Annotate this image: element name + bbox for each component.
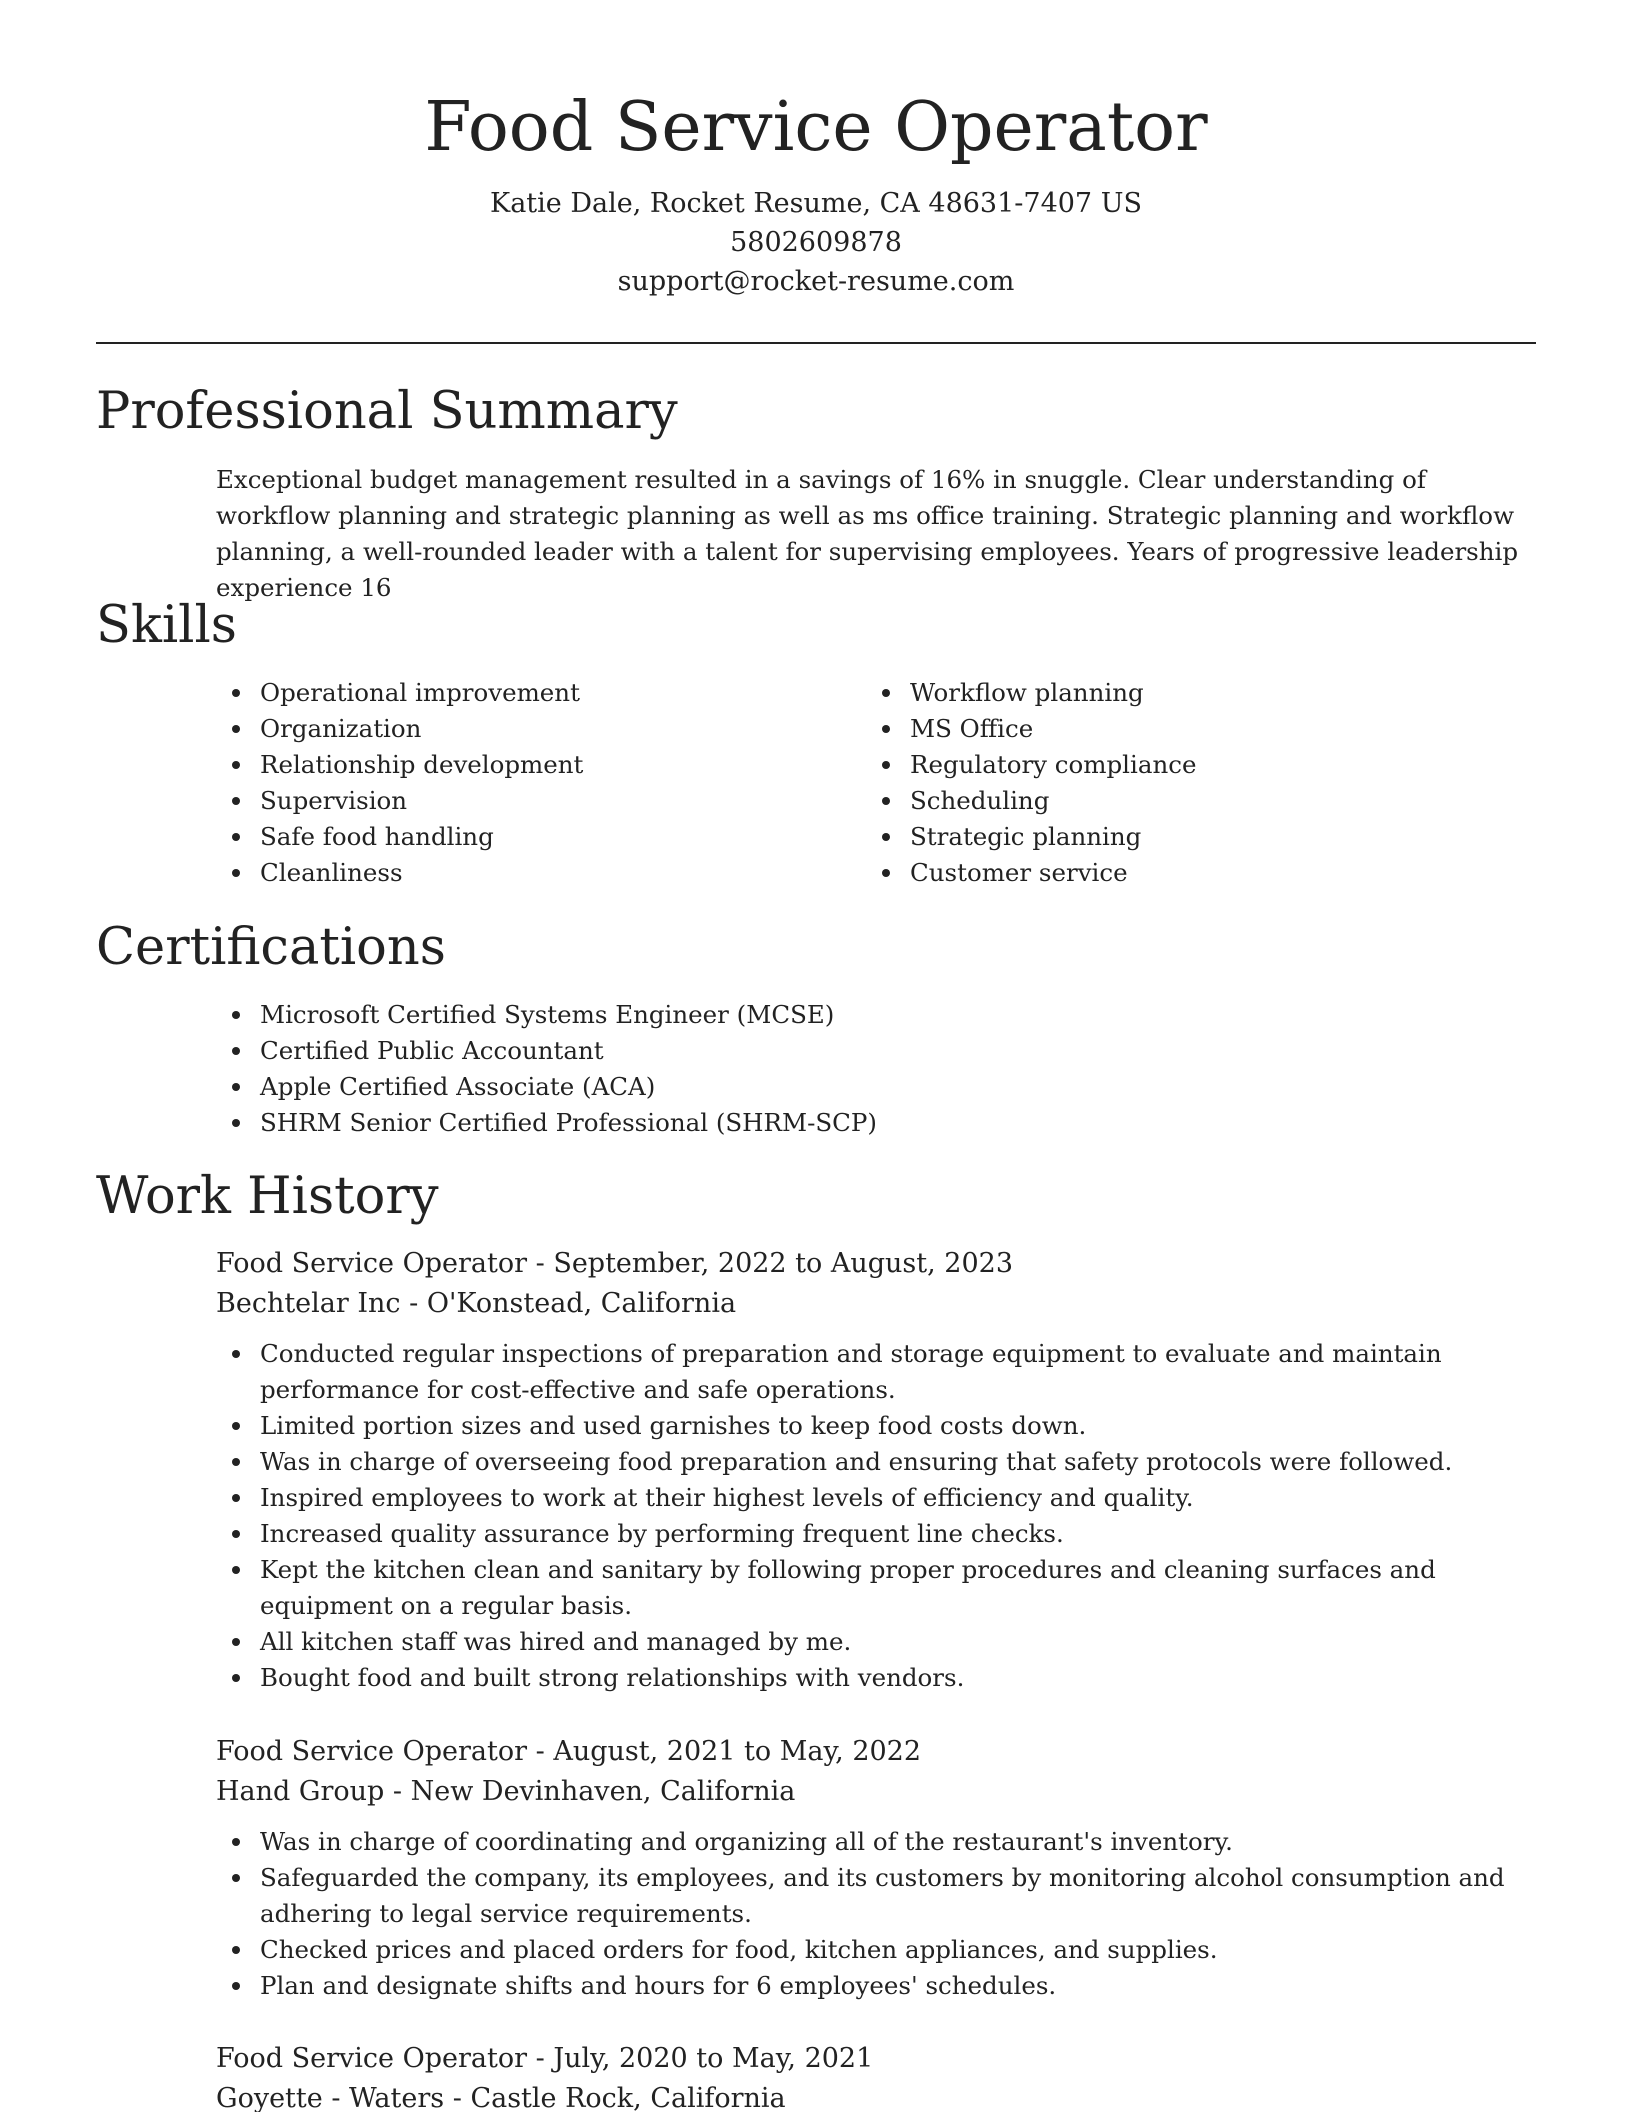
- skill-item: Scheduling: [866, 783, 1466, 819]
- page-title: Food Service Operator: [424, 88, 1208, 167]
- skills-heading: Skills: [96, 596, 237, 655]
- job-separator: -: [452, 2083, 471, 2112]
- job-location: Castle Rock, California: [470, 2083, 786, 2112]
- skill-item: Workflow planning: [866, 675, 1466, 711]
- skill-item: Safe food handling: [216, 819, 816, 855]
- job-title: Food Service Operator: [216, 2043, 528, 2074]
- job-dates: July, 2020 to May, 2021: [553, 2043, 874, 2074]
- job-title: Food Service Operator: [216, 1736, 528, 1767]
- job-location: New Devinhaven, California: [410, 1776, 796, 1807]
- job-separator: -: [392, 1776, 411, 1807]
- job-dates: August, 2021 to May, 2022: [553, 1736, 922, 1767]
- job-entry: [216, 1732, 1536, 2004]
- skills-list-right: [866, 675, 1466, 891]
- job-title-line: [216, 2039, 1536, 2079]
- job-duty: Conducted regular inspections of preparation and storage equipment to evaluate and maintain performance for cost-effective and safe operations.: [216, 1336, 1536, 1408]
- header-divider: [96, 342, 1536, 344]
- job-duty: Kept the kitchen clean and sanitary by following proper procedures and cleaning surfaces and equipment on a regular basis.: [216, 1552, 1536, 1624]
- job-duty: Was in charge of overseeing food preparation and ensuring that safety protocols were followed.: [216, 1444, 1536, 1480]
- skill-item: Regulatory compliance: [866, 747, 1466, 783]
- summary-heading: Professional Summary: [96, 382, 678, 441]
- certification-item: SHRM Senior Certified Professional (SHRM-SCP): [216, 1105, 1416, 1141]
- job-duty: Safeguarded the company, its employees, and its customers by monitoring alcohol consumption and adhering to legal service requirements.: [216, 1860, 1536, 1932]
- job-entry: [216, 1244, 1536, 1696]
- contact-address: Katie Dale, Rocket Resume, CA 48631-7407 US: [490, 188, 1142, 219]
- job-separator: -: [409, 1288, 427, 1319]
- job-company-line: [216, 1772, 1536, 1812]
- skill-item: Cleanliness: [216, 855, 816, 891]
- skill-item: MS Office: [866, 711, 1466, 747]
- job-duty: All kitchen staff was hired and managed by me.: [216, 1624, 1536, 1660]
- certification-item: Certified Public Accountant: [216, 1033, 1416, 1069]
- job-company: Bechtelar Inc: [216, 1288, 401, 1319]
- job-duty: Limited portion sizes and used garnishes to keep food costs down.: [216, 1408, 1536, 1444]
- job-company-line: [216, 2079, 1536, 2112]
- skills-list-left: [216, 675, 816, 891]
- job-duties-list: [216, 1336, 1536, 1696]
- resume-header: [96, 84, 1536, 301]
- job-entry: [216, 2039, 1536, 2112]
- job-dates: September, 2022 to August, 2023: [553, 1248, 1014, 1279]
- job-duty: Bought food and built strong relationships with vendors.: [216, 1660, 1536, 1696]
- skill-item: Strategic planning: [866, 819, 1466, 855]
- job-title-line: [216, 1244, 1536, 1284]
- job-company: Hand Group: [216, 1776, 385, 1807]
- job-company-line: [216, 1284, 1536, 1324]
- contact-email: support@rocket-resume.com: [617, 266, 1015, 297]
- job-duty: Checked prices and placed orders for food, kitchen appliances, and supplies.: [216, 1932, 1536, 1968]
- certification-item: Microsoft Certified Systems Engineer (MCSE): [216, 997, 1416, 1033]
- skill-item: Supervision: [216, 783, 816, 819]
- job-title-line: [216, 1732, 1536, 1772]
- job-duty: Inspired employees to work at their highest levels of efficiency and quality.: [216, 1480, 1536, 1516]
- skill-item: Operational improvement: [216, 675, 816, 711]
- certification-item: Apple Certified Associate (ACA): [216, 1069, 1416, 1105]
- job-duty: Was in charge of coordinating and organizing all of the restaurant's inventory.: [216, 1824, 1536, 1860]
- certifications-list: [216, 997, 1416, 1141]
- job-separator: -: [535, 2043, 554, 2074]
- contact-info: [96, 184, 1536, 301]
- skill-item: Organization: [216, 711, 816, 747]
- contact-phone: 5802609878: [730, 227, 902, 258]
- job-separator: -: [535, 1248, 554, 1279]
- job-company: Goyette - Waters: [216, 2083, 445, 2112]
- job-duty: Plan and designate shifts and hours for 6 employees' schedules.: [216, 1968, 1536, 2004]
- job-duty: Increased quality assurance by performing frequent line checks.: [216, 1516, 1536, 1552]
- summary-text: Exceptional budget management resulted in a savings of 16% in snuggle. Clear understanding of workflow planning and strategic planning as well as ms office training. Strategic planning and workflow planning, a well-rounded leader with a talent for supervising employees. Years of progressive leadership experience 16: [216, 465, 1519, 602]
- job-separator: -: [535, 1736, 554, 1767]
- job-duties-list: [216, 1824, 1536, 2004]
- skill-item: Customer service: [866, 855, 1466, 891]
- skill-item: Relationship development: [216, 747, 816, 783]
- job-location: O'Konstead, California: [426, 1288, 737, 1319]
- certifications-heading: Certifications: [96, 918, 446, 977]
- work-history-heading: Work History: [96, 1167, 439, 1226]
- job-title: Food Service Operator: [216, 1248, 528, 1279]
